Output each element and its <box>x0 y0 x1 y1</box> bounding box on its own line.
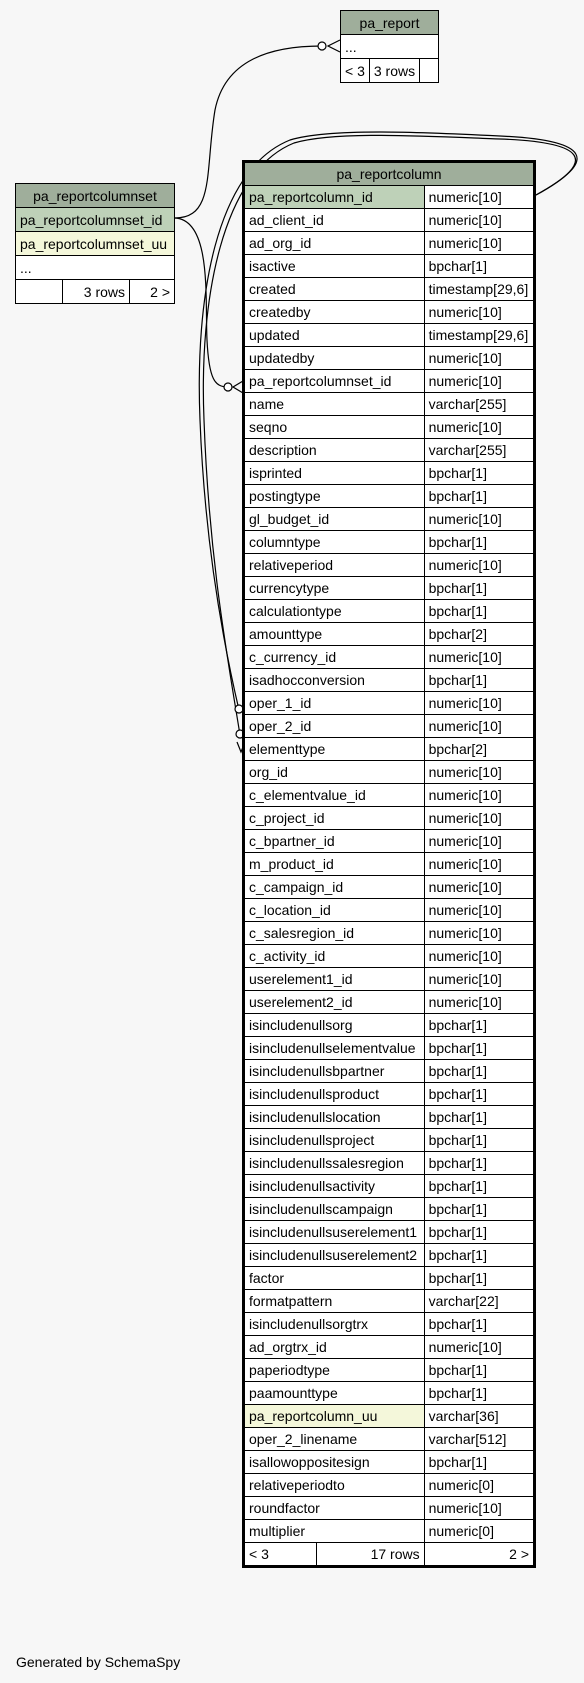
column-row <box>244 1083 535 1106</box>
column-name: c_bpartner_id <box>244 830 425 853</box>
table-title[interactable]: pa_report <box>341 11 439 35</box>
column-type: bpchar[1] <box>424 1198 534 1221</box>
column-type: timestamp[29,6] <box>424 324 534 347</box>
column-row <box>244 577 535 600</box>
column-row <box>244 600 535 623</box>
column-row <box>244 209 535 232</box>
column-type: numeric[10] <box>424 922 534 945</box>
column-row: ... <box>341 35 439 59</box>
column-type: numeric[10] <box>424 715 534 738</box>
column-type: bpchar[1] <box>424 1267 534 1290</box>
column-name: c_salesregion_id <box>244 922 425 945</box>
column-name: calculationtype <box>244 600 425 623</box>
column-name: userelement1_id <box>244 968 425 991</box>
table-title[interactable]: pa_reportcolumn <box>244 162 535 186</box>
column-name: multiplier <box>244 1520 425 1543</box>
column-row <box>244 692 535 715</box>
footer-row-count: 3 rows <box>63 280 130 304</box>
column-type: bpchar[1] <box>424 1175 534 1198</box>
column-name: c_location_id <box>244 899 425 922</box>
column-type: bpchar[1] <box>424 255 534 278</box>
column-type: bpchar[1] <box>424 1451 534 1474</box>
column-row <box>244 1244 535 1267</box>
column-type: bpchar[1] <box>424 1083 534 1106</box>
column-name: isactive <box>244 255 425 278</box>
column-type: varchar[22] <box>424 1290 534 1313</box>
column-name: userelement2_id <box>244 991 425 1014</box>
column-row <box>244 393 535 416</box>
column-name: c_campaign_id <box>244 876 425 899</box>
footer-parents[interactable]: < 3 <box>244 1543 317 1567</box>
column-row <box>244 1474 535 1497</box>
column-type: numeric[10] <box>424 1336 534 1359</box>
column-row <box>244 830 535 853</box>
column-name: factor <box>244 1267 425 1290</box>
column-row <box>244 968 535 991</box>
column-row <box>244 945 535 968</box>
edge-end-circle <box>224 383 232 391</box>
column-name: pa_reportcolumnset_id <box>244 370 425 393</box>
column-name: ad_org_id <box>244 232 425 255</box>
column-name: oper_1_id <box>244 692 425 715</box>
column-type: bpchar[1] <box>424 1037 534 1060</box>
column-name: relativeperiod <box>244 554 425 577</box>
unique-key-column: pa_reportcolumnset_uu <box>16 232 175 256</box>
column-name: isincludenullscampaign <box>244 1198 425 1221</box>
column-type: numeric[10] <box>424 1497 534 1520</box>
column-name: name <box>244 393 425 416</box>
column-name: isincludenullsorgtrx <box>244 1313 425 1336</box>
column-row <box>244 1014 535 1037</box>
column-type: numeric[10] <box>424 830 534 853</box>
column-type: bpchar[1] <box>424 1106 534 1129</box>
column-name: relativeperiodto <box>244 1474 425 1497</box>
column-row: ... <box>16 256 175 280</box>
column-row <box>244 278 535 301</box>
column-name: roundfactor <box>244 1497 425 1520</box>
column-type: numeric[10] <box>424 370 534 393</box>
column-name: pa_reportcolumn_id <box>244 186 425 209</box>
column-type: varchar[36] <box>424 1405 534 1428</box>
column-type: numeric[10] <box>424 186 534 209</box>
column-name: isprinted <box>244 462 425 485</box>
column-type: numeric[10] <box>424 232 534 255</box>
column-type: numeric[10] <box>424 945 534 968</box>
column-type: bpchar[1] <box>424 1221 534 1244</box>
column-row <box>244 1313 535 1336</box>
column-type: numeric[0] <box>424 1520 534 1543</box>
column-type: numeric[0] <box>424 1474 534 1497</box>
column-name: formatpattern <box>244 1290 425 1313</box>
column-row <box>244 761 535 784</box>
column-name: isincludenullssalesregion <box>244 1152 425 1175</box>
edge-reportcolumn-to-reportcolumnset <box>175 218 228 387</box>
column-row <box>244 1060 535 1083</box>
column-name: isincludenullsorg <box>244 1014 425 1037</box>
column-type: bpchar[1] <box>424 1359 534 1382</box>
column-name: isincludenullslocation <box>244 1106 425 1129</box>
column-row <box>244 1359 535 1382</box>
column-row <box>244 1405 535 1428</box>
column-type: varchar[255] <box>424 439 534 462</box>
column-row <box>244 485 535 508</box>
column-type: numeric[10] <box>424 761 534 784</box>
column-type: timestamp[29,6] <box>424 278 534 301</box>
column-row <box>244 784 535 807</box>
column-type: numeric[10] <box>424 347 534 370</box>
column-type: numeric[10] <box>424 646 534 669</box>
column-name: paamounttype <box>244 1382 425 1405</box>
column-row <box>244 1106 535 1129</box>
column-name: updated <box>244 324 425 347</box>
column-type: numeric[10] <box>424 853 534 876</box>
column-row <box>244 1267 535 1290</box>
column-row <box>244 1129 535 1152</box>
column-name: gl_budget_id <box>244 508 425 531</box>
column-type: bpchar[1] <box>424 531 534 554</box>
column-name: ad_client_id <box>244 209 425 232</box>
footer-children[interactable]: 2 > <box>130 280 175 304</box>
column-type: bpchar[1] <box>424 1060 534 1083</box>
column-name: pa_reportcolumn_uu <box>244 1405 425 1428</box>
column-type: bpchar[1] <box>424 1382 534 1405</box>
column-name: isincludenullselementvalue <box>244 1037 425 1060</box>
column-name: currencytype <box>244 577 425 600</box>
column-name: isincludenullsactivity <box>244 1175 425 1198</box>
column-row <box>244 715 535 738</box>
column-row <box>244 922 535 945</box>
column-type: numeric[10] <box>424 968 534 991</box>
column-row <box>244 439 535 462</box>
column-type: numeric[10] <box>424 692 534 715</box>
column-name: isincludenullsuserelement1 <box>244 1221 425 1244</box>
column-name: isincludenullsproduct <box>244 1083 425 1106</box>
column-type: bpchar[1] <box>424 1244 534 1267</box>
column-row <box>244 531 535 554</box>
column-name: amounttype <box>244 623 425 646</box>
generated-by-footer: Generated by SchemaSpy <box>16 1654 181 1670</box>
column-name: paperiodtype <box>244 1359 425 1382</box>
column-name: postingtype <box>244 485 425 508</box>
column-name: columntype <box>244 531 425 554</box>
column-row <box>244 1497 535 1520</box>
column-row <box>244 738 535 761</box>
column-type: bpchar[1] <box>424 1313 534 1336</box>
column-row <box>244 1290 535 1313</box>
table-title[interactable]: pa_reportcolumnset <box>16 184 175 208</box>
column-name: oper_2_linename <box>244 1428 425 1451</box>
table-pa_reportcolumn[interactable] <box>242 160 536 1568</box>
column-row <box>244 1451 535 1474</box>
column-row <box>244 876 535 899</box>
column-type: bpchar[2] <box>424 623 534 646</box>
column-name: isincludenullsuserelement2 <box>244 1244 425 1267</box>
column-row <box>244 1037 535 1060</box>
column-row <box>244 1428 535 1451</box>
column-name: c_project_id <box>244 807 425 830</box>
column-name: isincludenullsbpartner <box>244 1060 425 1083</box>
column-row <box>244 1175 535 1198</box>
column-type: bpchar[1] <box>424 485 534 508</box>
column-name: ad_orgtrx_id <box>244 1336 425 1359</box>
column-name: oper_2_id <box>244 715 425 738</box>
column-row <box>244 1198 535 1221</box>
column-row <box>244 301 535 324</box>
column-row <box>244 1520 535 1543</box>
column-name: updatedby <box>244 347 425 370</box>
column-row <box>244 991 535 1014</box>
column-type: numeric[10] <box>424 807 534 830</box>
column-row <box>244 646 535 669</box>
column-name: org_id <box>244 761 425 784</box>
footer-row-count: 3 rows <box>369 59 419 83</box>
column-row <box>244 370 535 393</box>
column-name: c_activity_id <box>244 945 425 968</box>
column-name: m_product_id <box>244 853 425 876</box>
column-row <box>244 255 535 278</box>
column-row <box>244 1336 535 1359</box>
footer-children[interactable]: 2 > <box>424 1543 534 1567</box>
column-row <box>244 508 535 531</box>
column-name: isallowoppositesign <box>244 1451 425 1474</box>
column-row <box>244 623 535 646</box>
column-row <box>244 186 535 209</box>
column-type: bpchar[1] <box>424 1152 534 1175</box>
column-row <box>244 1221 535 1244</box>
column-type: bpchar[1] <box>424 462 534 485</box>
column-type: numeric[10] <box>424 301 534 324</box>
footer-parents <box>16 280 63 304</box>
column-name: description <box>244 439 425 462</box>
footer-parents[interactable]: < 3 <box>341 59 370 83</box>
column-name: seqno <box>244 416 425 439</box>
column-name: isadhocconversion <box>244 669 425 692</box>
footer-children <box>420 59 439 83</box>
crowfoot-marker <box>328 40 340 52</box>
column-name: elementtype <box>244 738 425 761</box>
column-type: bpchar[1] <box>424 1014 534 1037</box>
column-name: c_currency_id <box>244 646 425 669</box>
footer-row-count: 17 rows <box>317 1543 424 1567</box>
column-type: numeric[10] <box>424 876 534 899</box>
column-name: createdby <box>244 301 425 324</box>
column-row <box>244 1382 535 1405</box>
column-type: bpchar[1] <box>424 669 534 692</box>
edge-end-circle <box>318 42 326 50</box>
column-row <box>244 462 535 485</box>
column-type: numeric[10] <box>424 416 534 439</box>
column-type: numeric[10] <box>424 554 534 577</box>
table-pa_report[interactable] <box>340 10 439 83</box>
column-row <box>244 232 535 255</box>
column-type: numeric[10] <box>424 899 534 922</box>
column-name: created <box>244 278 425 301</box>
column-name: isincludenullsproject <box>244 1129 425 1152</box>
column-row <box>244 347 535 370</box>
column-type: bpchar[1] <box>424 600 534 623</box>
column-type: numeric[10] <box>424 784 534 807</box>
column-row <box>244 324 535 347</box>
column-row <box>244 554 535 577</box>
column-row <box>244 416 535 439</box>
column-row <box>244 669 535 692</box>
column-type: bpchar[1] <box>424 1129 534 1152</box>
column-row <box>244 899 535 922</box>
column-type: numeric[10] <box>424 508 534 531</box>
column-type: numeric[10] <box>424 991 534 1014</box>
primary-key-column: pa_reportcolumnset_id <box>16 208 175 232</box>
column-type: varchar[512] <box>424 1428 534 1451</box>
column-type: bpchar[1] <box>424 577 534 600</box>
column-row <box>244 1152 535 1175</box>
column-row <box>244 807 535 830</box>
table-pa_reportcolumnset[interactable] <box>15 183 175 304</box>
column-row <box>244 853 535 876</box>
column-type: numeric[10] <box>424 209 534 232</box>
column-type: bpchar[2] <box>424 738 534 761</box>
column-name: c_elementvalue_id <box>244 784 425 807</box>
column-type: varchar[255] <box>424 393 534 416</box>
